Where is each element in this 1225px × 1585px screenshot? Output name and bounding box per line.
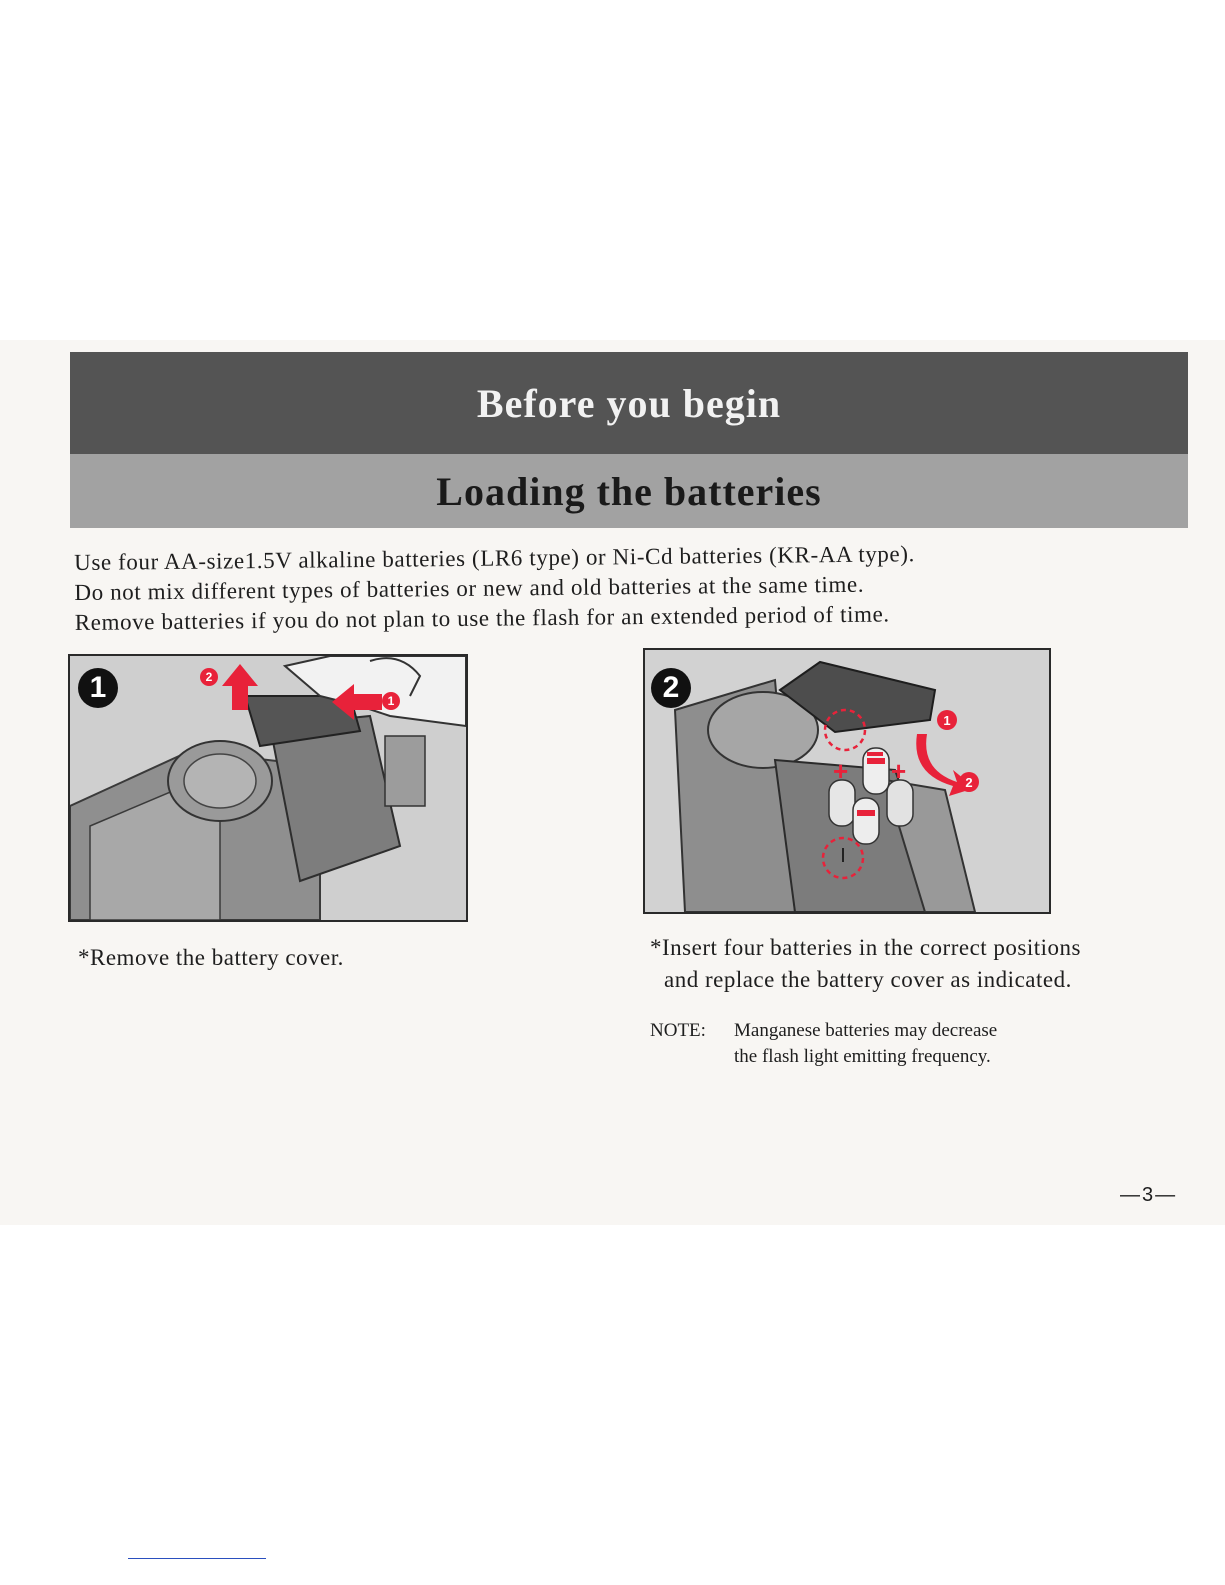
caption-line: *Insert four batteries in the correct positions bbox=[650, 935, 1081, 960]
battery-polarity-plus-icon: + bbox=[833, 756, 849, 786]
section-header bbox=[70, 352, 1188, 454]
subsection-header bbox=[70, 454, 1188, 528]
battery-polarity-minus-icon bbox=[867, 752, 883, 756]
caption-insert-batteries bbox=[650, 932, 1081, 996]
figure-insert-batteries bbox=[643, 648, 1051, 914]
intro-paragraph bbox=[74, 536, 1175, 638]
note-label: NOTE: bbox=[650, 1020, 706, 1041]
red-arrow-icon: 2 bbox=[959, 772, 979, 792]
page-number: —3— bbox=[1120, 1184, 1178, 1206]
intro-line: Remove batteries if you do not plan to use the flash for an extended period of time. bbox=[74, 601, 890, 635]
note-text: Manganese batteries may decrease bbox=[734, 1020, 998, 1041]
intro-line: Do not mix different types of batteries or new and old batteries at the same time. bbox=[74, 571, 865, 605]
note-block bbox=[650, 1018, 997, 1070]
intro-line: Use four AA-size1.5V alkaline batteries (LR6 type) or Ni-Cd batteries (KR-AA type). bbox=[74, 541, 915, 575]
caption-line: and replace the battery cover as indicated. bbox=[664, 967, 1072, 992]
step-number-badge: 1 bbox=[78, 668, 118, 708]
caption-remove-cover: *Remove the battery cover. bbox=[78, 945, 344, 970]
divider bbox=[128, 1558, 266, 1559]
battery-polarity-plus-icon: + bbox=[891, 756, 907, 786]
red-arrow-icon: 1 bbox=[937, 710, 957, 730]
step-number-badge: 2 bbox=[651, 668, 691, 708]
illustration-flash-unit bbox=[70, 656, 466, 920]
section-title: Before you begin bbox=[476, 380, 782, 426]
note-text: the flash light emitting frequency. bbox=[734, 1046, 991, 1067]
subsection-title: Loading the batteries bbox=[436, 468, 822, 514]
figure-remove-cover: 1 2 1 bbox=[68, 654, 468, 922]
